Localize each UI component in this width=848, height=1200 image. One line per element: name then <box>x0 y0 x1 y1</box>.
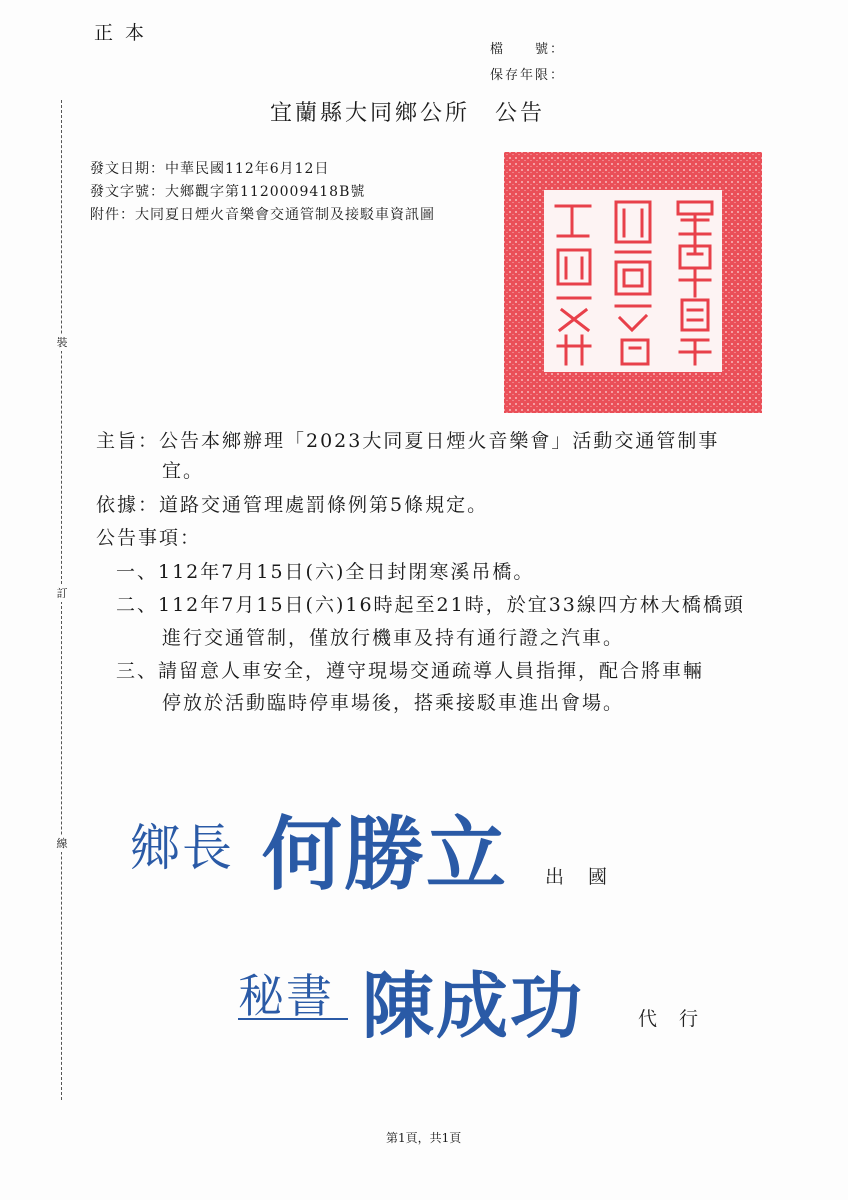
secretary-name-stamp: 陳成功 <box>362 964 585 1048</box>
mayor-name-stamp: 何勝立 <box>262 808 508 901</box>
item-2-line-2: 進行交通管制，僅放行機車及持有通行證之汽車。 <box>162 627 625 649</box>
secretary-note: 代行 <box>638 1008 721 1030</box>
binding-mark-ding: 訂 <box>54 586 70 602</box>
mayor-note: 出國 <box>545 866 632 888</box>
item-3-line-2: 停放於活動臨時停車場後，搭乘接駁車進出會場。 <box>162 692 625 714</box>
mayor-title: 鄉長 <box>130 819 234 877</box>
items-heading: 公告事項： <box>96 527 202 549</box>
page-title: 宜蘭縣大同鄉公所 公告 <box>270 101 546 126</box>
retention-label: 保存年限： <box>490 68 566 83</box>
page-number: 第1頁，共1頁 <box>386 1131 462 1145</box>
item-2-line-1: 二、112年7月15日(六)16時起至21時，於宜33線四方林大橋橋頭 <box>116 594 745 616</box>
copy-label: 正本 <box>94 22 157 44</box>
binding-mark-zhuang: 裝 <box>54 335 70 351</box>
official-seal <box>502 150 764 415</box>
subject-line-2: 宜。 <box>162 460 205 482</box>
secretary-title: 秘書 <box>238 969 334 1023</box>
item-3-line-1: 三、請留意人車安全，遵守現場交通疏導人員指揮，配合將車輛 <box>116 660 705 682</box>
basis-line: 依據：道路交通管理處罰條例第5條規定。 <box>96 494 489 516</box>
item-1-line-1: 一、112年7月15日(六)全日封閉寒溪吊橋。 <box>116 561 535 583</box>
attachment-line: 附件：大同夏日煙火音樂會交通管制及接駁車資訊圖 <box>90 207 435 223</box>
issue-date: 發文日期：中華民國112年6月12日 <box>90 161 330 177</box>
subject-line-1: 主旨：公告本鄉辦理「2023大同夏日煙火音樂會」活動交通管制事 <box>96 430 720 452</box>
document-number: 發文字號：大鄉觀字第1120009418B號 <box>90 184 366 200</box>
binding-mark-xian: 線 <box>54 836 70 852</box>
secretary-underline <box>238 1018 348 1020</box>
file-number-label: 檔 號： <box>490 42 566 57</box>
